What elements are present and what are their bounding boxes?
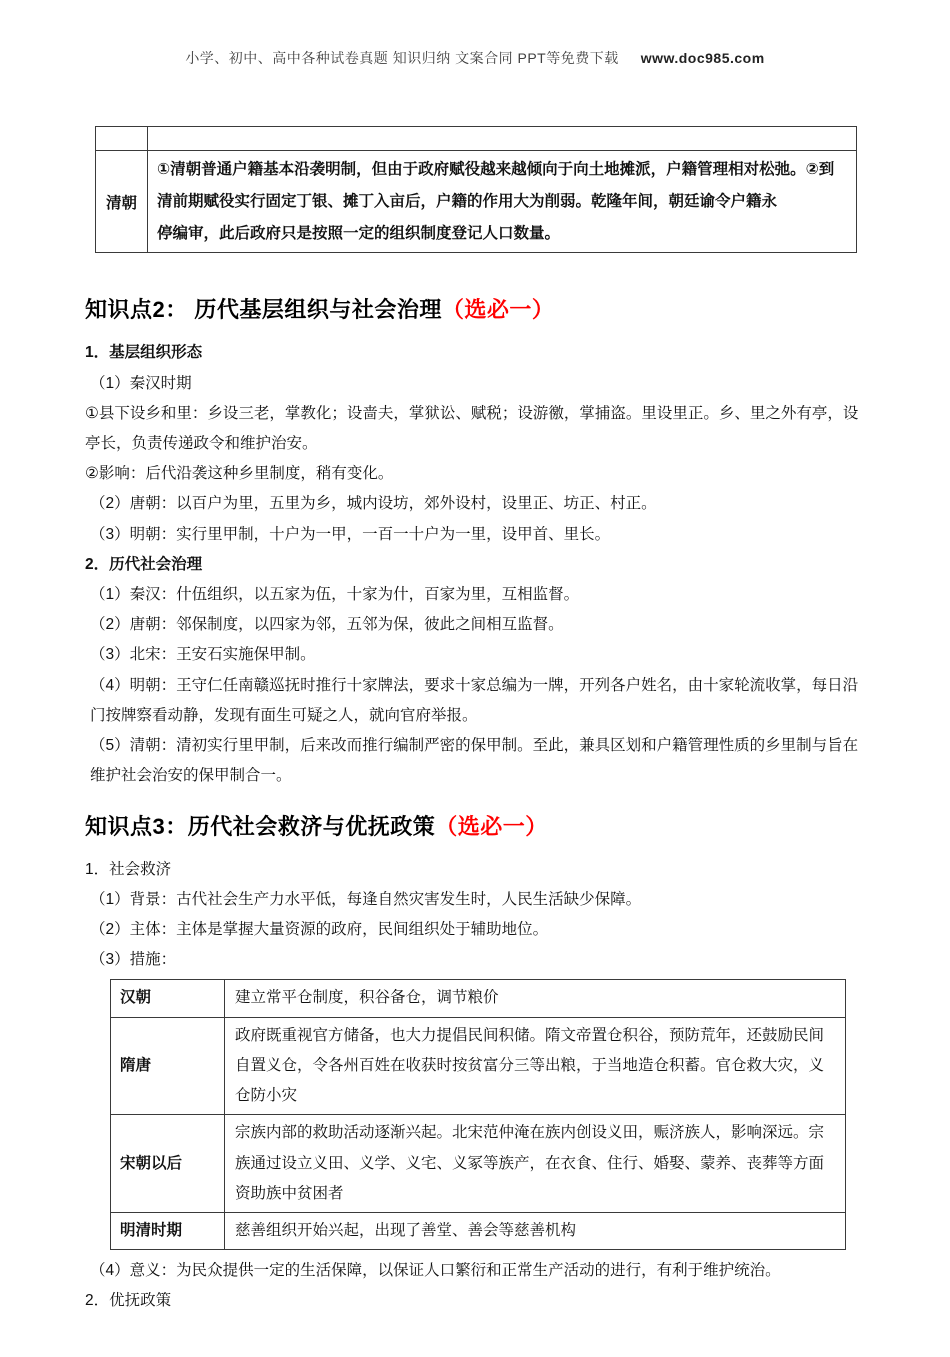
header-url: www.doc985.com [640, 50, 765, 66]
paragraph: （2）主体：主体是掌握大量资源的政府，民间组织处于辅助地位。 [90, 921, 549, 939]
table-row-empty [96, 127, 857, 151]
table-row-qing [96, 151, 857, 253]
section3-title-text: 知识点3：历代社会救济与优抚政策 [85, 813, 436, 839]
empty-label-cell [96, 127, 148, 151]
s2-subheading-2: 2．历代社会治理 [85, 555, 203, 573]
paragraph: （3）措施： [90, 951, 177, 969]
table-row [111, 980, 846, 1017]
paragraph: （1）秦汉：什伍组织，以五家为伍，十家为什，百家为里，互相监督。 [90, 586, 580, 604]
qing-row-label: 清朝 [96, 151, 148, 253]
row-label: 隋唐 [111, 1017, 225, 1115]
section2-heading [85, 293, 865, 324]
header-text: 小学、初中、高中各种试卷真题 知识归纳 文案合同 PPT等免费下载 [185, 50, 619, 66]
section3-tag-red: （选必一） [435, 813, 548, 839]
s2-subheading-1: 1．基层组织形态 [85, 344, 203, 362]
header-watermark [85, 48, 865, 68]
empty-content-cell [148, 127, 857, 151]
row-label: 汉朝 [111, 980, 225, 1017]
qing-row-content [148, 151, 857, 253]
row-content: 宗族内部的救助活动逐渐兴起。北宋范仲淹在族内创设义田，赈济族人，影响深远。宗族通过设立义田、义学、义宅、义冢等族产，在衣食、住行、婚娶、蒙养、丧葬等方面资助族中贫困者 [225, 1115, 846, 1213]
paragraph: （2）唐朝：以百户为里，五里为乡，城内设坊，郊外设村，设里正、坊正、村正。 [90, 495, 657, 513]
s3-subheading-1: 1．社会救济 [85, 860, 172, 878]
paragraph: （3）明朝：实行里甲制，十户为一甲，一百一十户为一里，设甲首、里长。 [90, 525, 611, 543]
paragraph: （2）唐朝：邻保制度，以四家为邻，五邻为保，彼此之间相互监督。 [90, 616, 564, 634]
qing-content-para2: 停编审，此后政府只是按照一定的组织制度登记人口数量。 [157, 224, 561, 242]
paragraph: （3）北宋：王安石实施保甲制。 [90, 646, 316, 664]
section2-tag-red: （选必一） [441, 297, 555, 323]
paragraph: （1）秦汉时期 [90, 374, 192, 392]
row-content: 建立常平仓制度，积谷备仓，调节粮价 [225, 980, 846, 1017]
s3-subheading-2: 2．优抚政策 [85, 1292, 172, 1310]
paragraph: （4）明朝：王守仁任南赣巡抚时推行十家牌法，要求十家总编为一牌，开列各户姓名，由十家轮流收掌，每日沿门按牌察看动静，发现有面生可疑之人，就向官府举报。 [90, 676, 859, 724]
row-label: 明清时期 [111, 1212, 225, 1249]
paragraph: （1）背景：古代社会生产力水平低，每逢自然灾害发生时，人民生活缺少保障。 [90, 890, 642, 908]
paragraph: ②影响：后代沿袭这种乡里制度，稍有变化。 [85, 465, 394, 483]
row-content: 政府既重视官方储备，也大力提倡民间积储。隋文帝置仓积谷，预防荒年，还鼓励民间自置义仓，令各州百姓在收获时按贫富分三等出粮，于当地造仓积蓄。官仓救大灾，义仓防小灾 [225, 1017, 846, 1115]
table-row [111, 1115, 846, 1213]
relief-measures-table [110, 979, 846, 1250]
qing-household-table [95, 126, 857, 253]
paragraph: （5）清朝：清初实行里甲制，后来改而推行编制严密的保甲制。至此，兼具区划和户籍管理性质的乡里制与旨在维护社会治安的保甲制合一。 [90, 737, 859, 785]
paragraph: （4）意义：为民众提供一定的生活保障，以保证人口繁衍和正常生产活动的进行，有利于维护统治。 [90, 1262, 781, 1280]
table-row [111, 1212, 846, 1249]
table-row [111, 1017, 846, 1115]
paragraph: ①县下设乡和里：乡设三老，掌教化；设啬夫，掌狱讼、赋税；设游徼，掌捕盗。里设里正。乡、里之外有亭，设亭长，负责传递政令和维护治安。 [85, 404, 859, 452]
section2-title-text: 知识点2： 历代基层组织与社会治理 [85, 297, 442, 323]
section3-heading [85, 810, 865, 841]
row-content: 慈善组织开始兴起，出现了善堂、善会等慈善机构 [225, 1212, 846, 1249]
qing-content-para1: ①清朝普通户籍基本沿袭明制，但由于政府赋役越来越倾向于向土地摊派，户籍管理相对松弛。②到清前期赋役实行固定丁银、摊丁入亩后，户籍的作用大为削弱。乾隆年间，朝廷谕令户籍永 [157, 161, 835, 210]
row-label: 宋朝以后 [111, 1115, 225, 1213]
